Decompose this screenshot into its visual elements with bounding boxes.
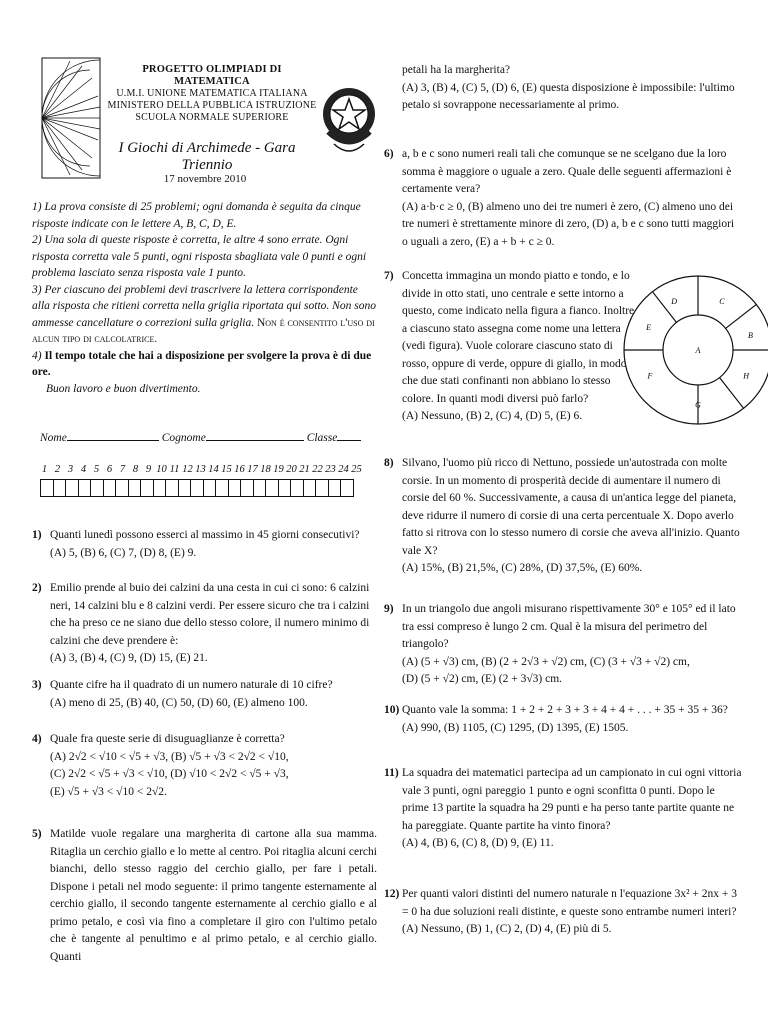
answer-cell[interactable] — [241, 480, 254, 497]
grid-number: 1 — [41, 464, 48, 475]
grid-number: 5 — [93, 464, 100, 475]
state-label-C: C — [719, 297, 725, 307]
grid-number: 7 — [119, 464, 126, 475]
state-label-D: D — [671, 297, 677, 307]
question-12 — [384, 886, 742, 939]
question-11 — [384, 765, 742, 853]
state-label-H: H — [743, 371, 750, 381]
q1-answers: (A) 5, (B) 6, (C) 7, (D) 8, (E) 9. — [50, 546, 197, 559]
nome-field[interactable] — [67, 440, 159, 441]
answer-cell[interactable] — [178, 480, 191, 497]
question-1 — [32, 527, 377, 562]
answer-cell[interactable] — [103, 480, 116, 497]
q12-text: Per quanti valori distinti del numero naturale n l'equazione 3x² + 2nx + 3 = 0 ha due soluzioni reali distinte, e queste sono entrambe numeri interi? — [402, 888, 737, 918]
grid-number: 23 — [325, 464, 336, 475]
answer-cell[interactable] — [328, 480, 341, 497]
grid-number: 14 — [208, 464, 219, 475]
answer-cell[interactable] — [253, 480, 266, 497]
q8-number: 8) — [384, 457, 394, 469]
answer-cell[interactable] — [66, 480, 79, 497]
grid-number: 10 — [156, 464, 167, 475]
q3-number: 3) — [32, 679, 42, 691]
date: 17 novembre 2010 — [163, 173, 247, 185]
answer-cell[interactable] — [228, 480, 241, 497]
rule-2: 2) Una sola di queste risposte è corretta, le altre 4 sono errate. Ogni risposta corretta vale 5 punti, ogni risposta sbagliata vale 0 punti e ogni problema lasciato senza risposta vale 1 punto. — [32, 234, 367, 279]
q4-number: 4) — [32, 733, 42, 745]
state-label-B: B — [747, 330, 753, 340]
q5-text: Matilde vuole regalare una margherita di cartone alla sua mamma. Ritaglia un cerchio giallo e lo mette al centro. Poi ritaglia alcuni cerchi bianchi, dello stesso raggio del cerchio giallo, per fare i petali. Dispone i petali nel modo seguente: il primo tangente esternamente al cerchio giallo, il secondo tangente esternamente al cerchio giallo e al primo petalo, e così via fino a completare il giro con l'ultimo petalo che è tangente al penultimo e al primo petalo, e al cerchio giallo. Quanti — [50, 828, 377, 963]
rule-4: Il tempo totale che hai a disposizione per svolgere la prova è di due ore. — [32, 349, 372, 378]
grid-number: 6 — [106, 464, 113, 475]
answer-cell[interactable] — [53, 480, 66, 497]
answer-cell[interactable] — [216, 480, 229, 497]
grid-number: 11 — [169, 464, 180, 475]
state-label-E: E — [646, 322, 652, 332]
q5c-text: petali ha la margherita? — [402, 64, 511, 76]
q3-answers: (A) meno di 25, (B) 40, (C) 50, (D) 60, (E) almeno 100. — [50, 696, 308, 709]
grid-number: 4 — [80, 464, 87, 475]
question-7 — [384, 268, 642, 426]
answer-cell[interactable] — [141, 480, 154, 497]
q9-answers-2: (D) (5 + √2) cm, (E) (2 + 3√3) cm. — [402, 673, 563, 685]
q8-text: Silvano, l'uomo più ricco di Nettuno, possiede un'autostrada con molte corsie. In un momento di prosperità decide di aumentare il numero di corsie del 60 %. Successivamente, a causa di un'antica legge del pianeta, deve ridurre il numero di corsie di una certa percentuale X. Dopo averlo fatto si ritrova con lo stesso numero di corsie che aveva all'inizio. Quanto vale X? — [402, 457, 740, 557]
grid-number: 2 — [54, 464, 61, 475]
classe-label: Classe — [306, 432, 338, 444]
question-4 — [32, 731, 377, 801]
state-label-F: F — [647, 371, 653, 381]
grid-number: 25 — [351, 464, 362, 475]
state-label-G: G — [695, 400, 701, 410]
grid-number: 20 — [286, 464, 297, 475]
question-3 — [32, 677, 377, 712]
sector-divider — [726, 304, 757, 328]
q2-text: Emilio prende al buio dei calzini da una cesta in cui ci sono: 6 calzini neri, 14 calzini blu e 8 calzini verdi. Per essere sicuro che tra i calzini che ha preso ce ne siano due dello stesso colore, il numero minimo di calzini che deve prendere è: — [50, 582, 370, 647]
republic-emblem — [320, 72, 378, 172]
answer-grid — [40, 479, 354, 497]
states-figure — [646, 272, 753, 432]
grid-number: 15 — [221, 464, 232, 475]
rule-5: Buon lavoro e buon divertimento. — [46, 382, 201, 395]
q11-answers: (A) 4, (B) 6, (C) 8, (D) 9, (E) 11. — [402, 837, 554, 849]
q3-text: Quante cifre ha il quadrato di un numero naturale di 10 cifre? — [50, 679, 333, 691]
answer-cell[interactable] — [41, 480, 54, 497]
q12-answers: (A) Nessuno, (B) 1, (C) 2, (D) 4, (E) più di 5. — [402, 923, 612, 935]
q9-text: In un triangolo due angoli misurano rispettivamente 30° e 105° ed il lato tra essi compreso è lungo 2 cm. Qual è la misura del perimetro del triangolo? — [402, 603, 736, 650]
grid-number: 9 — [145, 464, 152, 475]
grid-number: 16 — [234, 464, 245, 475]
answer-cell[interactable] — [303, 480, 316, 497]
q7-text: Concetta immagina un mondo piatto e tondo, e lo divide in otto stati, uno centrale e sette intorno a questo, come indicato nella figura a fianco. Inoltre a ciascuno stato assegna come nome una lettera (vedi figura). Vuole colorare ciascuno stato di rosso, oppure di verde, oppure di giallo, in modo che due stati confinanti non abbiano lo stesso colore. In quanti modi diversi può farlo? — [402, 270, 635, 405]
question-6 — [384, 146, 742, 251]
grid-number: 3 — [67, 464, 74, 475]
grid-number: 24 — [338, 464, 349, 475]
sunburst-logo — [40, 56, 102, 180]
rule-3: 3) Per ciascuno dei problemi devi trascrivere la lettera corrispondente alla risposta che ritieni corretta nella griglia riportata qui sotto. Non sono ammesse cancellature o correzioni sulla griglia. — [32, 283, 376, 329]
q11-text: La squadra dei matematici partecipa ad un campionato in cui ogni vittoria vale 3 punti, ogni pareggio 1 punto e ogni sconfitta 0 punti. Dopo le prime 13 partite la squadra ha 29 punti e ha perso tante partite quante ne ha pareggiate. Quante partite ha vinto finora? — [402, 767, 742, 832]
answer-cell[interactable] — [291, 480, 304, 497]
question-5 — [32, 826, 377, 966]
nome-label: Nome — [40, 432, 67, 444]
grid-number: 22 — [312, 464, 323, 475]
q12-number: 12) — [384, 888, 400, 900]
answer-cell[interactable] — [316, 480, 329, 497]
answer-cell[interactable] — [91, 480, 104, 497]
q6-answers: (A) a·b·c ≥ 0, (B) almeno uno dei tre numeri è zero, (C) almeno uno dei tre numeri è strettamente minore di zero, (D) a, b e c sono tutti maggiori o uguali a zero, (E) a + b + c ≥ 0. — [402, 200, 735, 248]
question-2 — [32, 580, 377, 668]
q1-text: Quanti lunedì possono esserci al massimo in 45 giorni consecutivi? — [50, 529, 360, 541]
q9-answers-1: (A) (5 + √3) cm, (B) (2 + 2√3 + √2) cm, (C) (3 + √3 + √2) cm, — [402, 655, 690, 668]
grid-number: 21 — [299, 464, 310, 475]
q7-answers: (A) Nessuno, (B) 2, (C) 4, (D) 5, (E) 6. — [402, 410, 583, 422]
grid-number: 18 — [260, 464, 271, 475]
question-8 — [384, 455, 742, 578]
q4-text: Quale fra queste serie di disuguaglianze è corretta? — [50, 733, 285, 745]
grid-number: 8 — [132, 464, 139, 475]
rule-3-calculator: Non è consentito l'uso di alcun tipo di calcolatrice. — [32, 316, 375, 345]
grid-number: 19 — [273, 464, 284, 475]
grid-number: 17 — [247, 464, 258, 475]
answer-cell[interactable] — [128, 480, 141, 497]
q5-number: 5) — [32, 828, 42, 840]
q5c-answers: (A) 3, (B) 4, (C) 5, (D) 6, (E) questa disposizione è impossibile: l'ultimo petalo si sovrappone necessariamente al primo. — [402, 81, 735, 111]
q4-answers-2: (C) 2√2 < √5 + √3 < √10, (D) √10 < 2√2 < √5 + √3, — [50, 768, 289, 780]
grid-number: 13 — [195, 464, 206, 475]
answer-cell[interactable] — [341, 480, 354, 497]
q6-text: a, b e c sono numeri reali tali che comunque se ne scelgano due la loro somma è maggiore o uguale a zero. Quale delle seguenti affermazioni è certamente vera? — [402, 148, 732, 195]
rule-4-number: 4) — [32, 349, 42, 362]
header-line4: SCUOLA NORMALE SUPERIORE — [135, 112, 289, 123]
cognome-field[interactable] — [206, 440, 304, 441]
answer-cell[interactable] — [278, 480, 291, 497]
q10-answers: (A) 990, (B) 1105, (C) 1295, (D) 1395, (E) 1505. — [402, 721, 629, 734]
q7-number: 7) — [384, 270, 394, 282]
grid-number: 12 — [182, 464, 193, 475]
answer-cell[interactable] — [203, 480, 216, 497]
q6-number: 6) — [384, 148, 394, 160]
question-10 — [384, 702, 742, 737]
q4-answers-1: (A) 2√2 < √10 < √5 + √3, (B) √5 + √3 < 2√2 < √10, — [50, 750, 289, 763]
answer-cell[interactable] — [166, 480, 179, 497]
header-line3: MINISTERO DELLA PUBBLICA ISTRUZIONE — [107, 100, 317, 111]
page-title: I Giochi di Archimede - Gara Triennio — [118, 140, 296, 173]
q10-text: Quanto vale la somma: 1 + 2 + 2 + 3 + 3 + 4 + 4 + . . . + 35 + 35 + 36? — [402, 704, 728, 716]
state-label-A: A — [695, 346, 701, 355]
question-5-continued — [402, 62, 742, 115]
q2-number: 2) — [32, 582, 42, 594]
q11-number: 11) — [384, 767, 399, 779]
answer-cell[interactable] — [78, 480, 91, 497]
q1-number: 1) — [32, 529, 42, 541]
header-line1: PROGETTO OLIMPIADI DI MATEMATICA — [142, 64, 282, 87]
answer-cell[interactable] — [153, 480, 166, 497]
q9-number: 9) — [384, 603, 394, 615]
q2-answers: (A) 3, (B) 4, (C) 9, (D) 15, (E) 21. — [50, 652, 208, 664]
classe-field[interactable] — [337, 440, 361, 441]
cognome-label: Cognome — [161, 432, 206, 444]
q4-answers-3: (E) √5 + √3 < √10 < 2√2. — [50, 785, 167, 798]
q8-answers: (A) 15%, (B) 21,5%, (C) 28%, (D) 37,5%, (E) 60%. — [402, 562, 643, 574]
sector-divider — [720, 378, 744, 409]
q10-number: 10) — [384, 704, 400, 716]
answer-cell[interactable] — [116, 480, 129, 497]
rule-1: 1) La prova consiste di 25 problemi; ogni domanda è seguita da cinque risposte indicate con le lettere A, B, C, D, E. — [32, 201, 361, 230]
header-line2: U.M.I. UNIONE MATEMATICA ITALIANA — [116, 88, 308, 99]
question-9 — [384, 601, 742, 689]
grid-numbers — [38, 459, 378, 477]
answer-cell[interactable] — [266, 480, 279, 497]
answer-cell[interactable] — [191, 480, 204, 497]
